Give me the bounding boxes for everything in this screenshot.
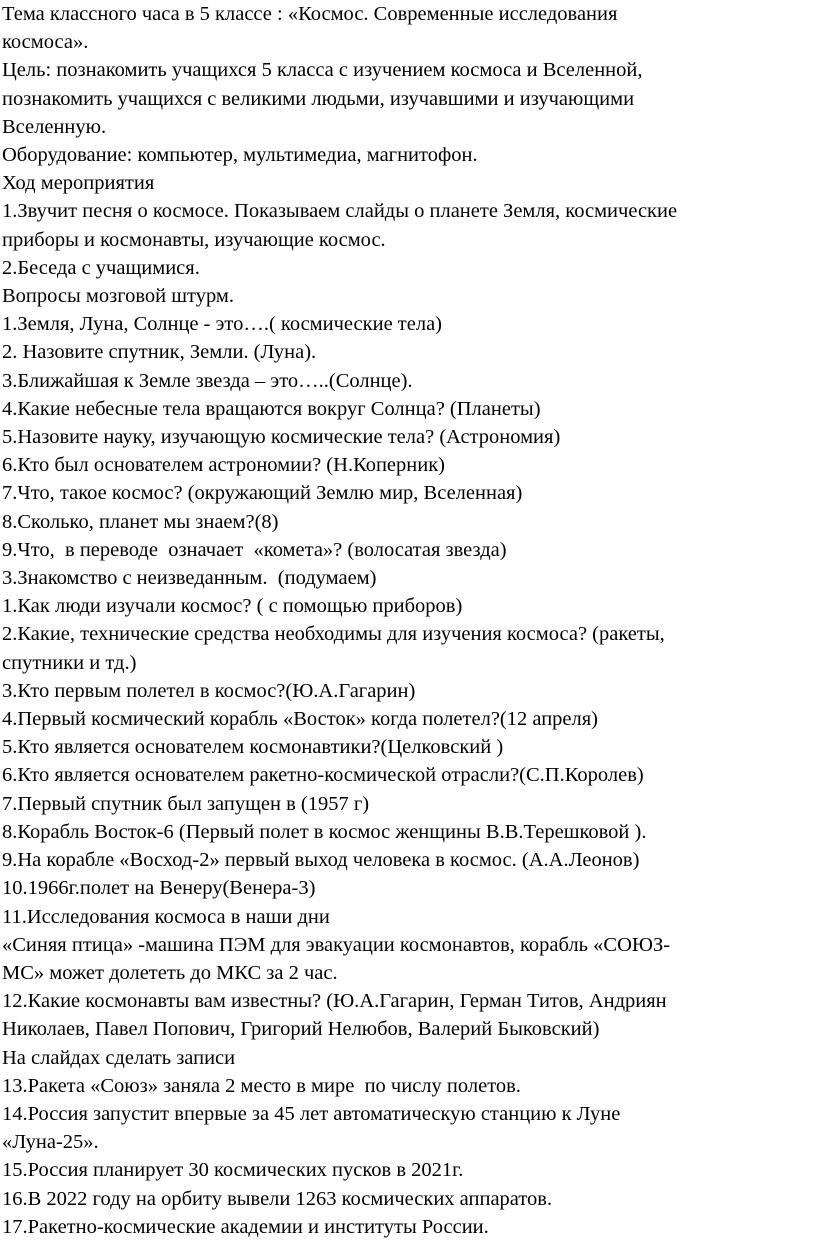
slide-note: 16.В 2022 году на орбиту вывели 1263 космических аппаратов.: [2, 1187, 553, 1210]
brainstorm-question: 9.Что, в переводе означает «комета»? (волосатая звезда): [2, 538, 507, 561]
cosmonauts-line-1: 12.Какие космонавты вам известны? (Ю.А.Гагарин, Герман Титов, Андриян: [2, 990, 667, 1013]
step-1-line-2: приборы и космонавты, изучающие космос.: [2, 228, 386, 251]
unknown-question: 10.1966г.полет на Венеру(Венера-3): [2, 877, 316, 900]
slides-notes-heading: На слайдах сделать записи: [2, 1046, 236, 1069]
research-line-2: МС» может долететь до МКС за 2 час.: [2, 961, 338, 984]
unknown-question: 9.На корабле «Восход-2» первый выход человека в космос. (А.А.Леонов): [2, 849, 640, 872]
step-3-heading: 3.Знакомство с неизведанным. (подумаем): [2, 567, 377, 590]
unknown-question: 4.Первый космический корабль «Восток» когда полетел?(12 апреля): [2, 708, 599, 731]
equipment-line: Оборудование: компьютер, мультимедиа, магнитофон.: [2, 144, 478, 167]
brainstorm-question: 8.Сколько, планет мы знаем?(8): [2, 510, 279, 533]
step-2-line: 2.Беседа с учащимися.: [2, 256, 200, 279]
unknown-question: 1.Как люди изучали космос? ( с помощью приборов): [2, 595, 463, 618]
cosmonauts-line-2: Николаев, Павел Попович, Григорий Нелюбов, Валерий Быковский): [2, 1018, 600, 1041]
slide-note: 14.Россия запустит впервые за 45 лет автоматическую станцию к Луне: [2, 1102, 621, 1125]
brainstorm-question: 3.Ближайшая к Земле звезда – это…..(Солнце).: [2, 369, 413, 392]
goal-line-3: Вселенную.: [2, 115, 107, 138]
doc-title-line-1: Тема классного часа в 5 классе : «Космос. Современные исследования: [2, 3, 618, 25]
unknown-question-continued: спутники и тд.): [2, 651, 137, 674]
doc-title-line-2: космоса».: [2, 31, 89, 54]
unknown-question: 7.Первый спутник был запущен в (1957 г): [2, 792, 370, 815]
goal-line-2: познакомить учащихся с великими людьми, изучавшими и изучающими: [2, 87, 635, 110]
unknown-question: 6.Кто является основателем ракетно-космической отрасли?(С.П.Королев): [2, 764, 644, 787]
slide-note: 17.Ракетно-космические академии и институты России.: [2, 1215, 489, 1238]
event-progress-heading: Ход мероприятия: [2, 172, 155, 195]
brainstorm-question: 1.Земля, Луна, Солнце - это….( космические тела): [2, 313, 443, 336]
slide-note: 15.Россия планирует 30 космических пусков в 2021г.: [2, 1159, 464, 1182]
slide-note-continued: «Луна-25».: [2, 1131, 99, 1154]
research-heading: 11.Исследования космоса в наши дни: [2, 905, 330, 928]
step-1-line-1: 1.Звучит песня о космосе. Показываем слайды о планете Земля, космические: [2, 200, 678, 223]
brainstorm-heading: Вопросы мозговой штурм.: [2, 285, 235, 308]
brainstorm-question: 6.Кто был основателем астрономии? (Н.Коперник): [2, 454, 446, 477]
unknown-question: 3.Кто первым полетел в космос?(Ю.А.Гагарин): [2, 679, 416, 702]
brainstorm-question: 5.Назовите науку, изучающую космические тела? (Астрономия): [2, 426, 561, 449]
goal-line-1: Цель: познакомить учащихся 5 класса с изучением космоса и Вселенной,: [2, 59, 643, 82]
unknown-question: 8.Корабль Восток-6 (Первый полет в космос женщины В.В.Терешковой ).: [2, 820, 647, 843]
slide-note: 13.Ракета «Союз» заняла 2 место в мире по числу полетов.: [2, 1074, 521, 1097]
unknown-question: 5.Кто является основателем космонавтики?(Целковский ): [2, 736, 504, 759]
research-line-1: «Синяя птица» -машина ПЭМ для эвакуации космонавтов, корабль «СОЮЗ-: [2, 933, 671, 956]
brainstorm-question: 2. Назовите спутник, Земли. (Луна).: [2, 341, 317, 364]
brainstorm-question: 7.Что, такое космос? (окружающий Землю мир, Вселенная): [2, 482, 523, 505]
brainstorm-question: 4.Какие небесные тела вращаются вокруг Солнца? (Планеты): [2, 397, 541, 420]
unknown-question: 2.Какие, технические средства необходимы для изучения космоса? (ракеты,: [2, 623, 665, 646]
